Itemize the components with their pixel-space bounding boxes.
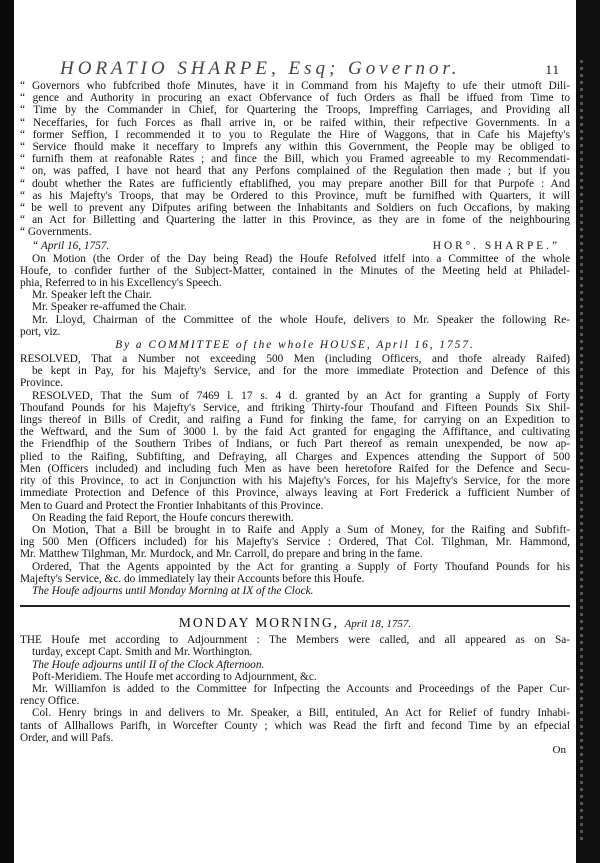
monday-date: April 18, 1757. [344,618,412,631]
text-line: the Weftward, and the Sum of 3000 l. by the faid Act granted for engaging the Affiftance, and cultivating [20,426,570,439]
resolved-2 [20,390,570,512]
page-number: 11 [545,62,560,77]
text-line: Mr. Matthew Tilghman, Mr. Murdock, and Mr. Carroll, do prepare and bring in the fame. [20,548,423,561]
text-line: “ doubt whether the Rates are fufficiently eftablifhed, you may prepare another Bill for that Purpofe : And [20,177,570,190]
text-line: On Motion (the Order of the Day being Read) the Houfe Refolved itfelf into a Committee of the whole [32,252,570,265]
text-line: “ former Seffion, I recommended it to you to Regulate the Hire of Waggons, that in Cafe his Majefty's [20,128,570,141]
text-line: “ Neceffaries, for fuch Forces as fhall arrive in, or be raifed within, their refpective Governments. In a [20,116,570,129]
text-line: “ Governments. [20,226,92,239]
text-line: Mr. Williamfon is added to the Committee for Infpecting the Accounts and Proceedings of the Paper Cur- [32,682,570,695]
text-line: RESOLVED, That a Number not exceeding 500 Men (including Officers, and thofe already Raifed) [20,353,570,366]
scan-border-left [0,0,14,863]
text-line: Order, and will Pafs. [20,731,114,744]
text-line: THE Houfe met according to Adjournment : The Members were called, and all appeared as on Sa- [20,634,570,647]
text-line: “ be well to prevent any Difputes arifing between the Inhabitants and Soldiers on fuch Occafions, by making [20,202,570,215]
text-line: the Friendfhip of the Southern Tribes of Indians, or fuch Part thereof as remain unexpended, be now ap- [20,438,570,451]
lloyd-paragraph [20,314,570,338]
text-line: “ Governors who fubfcribed thofe Minutes, have it in Command from his Majefty to ufe their utmoft Dili- [20,80,570,92]
signature-line [20,239,570,253]
header-title: HORATIO SHARPE, Esq; Governor. [60,58,461,79]
text-line: “ on, was paffed, I have not heard that any Perfons complained of the Regulation then made ; but if you [20,165,570,178]
text-line: immediate Protection and Defence of this Province, always leaving at Fort Frederick a fufficient Number of [20,487,570,500]
bill-motion [20,524,570,561]
running-header [20,58,570,80]
text-line: Men to Guard and Protect the Frontier Inhabitants of this Province. [20,499,324,512]
text-line: “ Time by the Commander in Chief, for Quartering the Troops, Impreffing Carriages, and Providing all [20,104,570,117]
text-line: ing 500 Men (Officers included) for his Majefty's Service : Ordered, That Col. Tilghman, Mr. Hammond, [20,536,570,549]
text-line: “ furnifh them at reafonable Rates ; and fince the Bill, which you Framed agreeable to my Recommendati- [20,153,570,166]
speaker-resumed: Mr. Speaker re-affumed the Chair. [32,301,187,314]
text-line: phia, Referred to in his Excellency's Speech. [20,277,222,290]
text-line: Men (Officers included) and including fuch Men as have been heretofore Raifed for the Defence and Secu- [20,462,570,475]
text-line: be kept in Pay, for his Majefty's Service, and for the more immediate Protection and Defence of this [32,365,570,378]
reading-line: On Reading the faid Report, the Houfe concurs therewith. [32,511,294,524]
text-line: Ordered, That the Agents appointed by the Act for granting a Supply of Forty Thoufand Pounds for his [32,560,570,573]
speech-paragraph [20,80,570,239]
text-line: Mr. Lloyd, Chairman of the Committee of the whole Houfe, delivers to Mr. Speaker the following Re- [32,313,570,326]
text-line: RESOLVED, That the Sum of 7469 l. 17 s. 4 d. granted by an Act for granting a Supply of Forty [32,389,570,402]
motion-paragraph [20,253,570,290]
text-line: rity of this Province, to act in Conjunction with his Majefty's Forces, for his Majefty's Service, for the more [20,475,570,488]
ordered-paragraph [20,561,570,585]
text-line: Houfe, to confider further of the Subject-Matter, contained in the Minutes of the Meeting held at Philadel- [20,264,570,277]
text-line: “ as his Majefty's Troops, that may be Ordered to this Province, muft be furnifhed with Quarters, it will [20,189,570,202]
text-line: Majefty's Service, &c. do immediately lay their Accounts before this Houfe. [20,572,365,585]
text-line: “ Service fhould make it neceffary to Imprefs any within this Government, the People may be obliged to [20,141,570,154]
scan-border-right [576,0,600,863]
document-page [20,58,570,756]
text-line: “ gence and Authority in procuring an exact Obfervance of fuch Orders as fhall be iffued from Time to [20,92,570,105]
text-line: “ an Act for Billetting and Quartering the latter in this Province, as they are in fome of the neighbouring [20,214,570,227]
text-line: Province. [20,377,63,390]
text-line: Col. Henry brings in and delivers to Mr. Speaker, a Bill, entituled, An Act for Relief of fundry Inhabi- [32,707,570,720]
williamson-paragraph [20,683,570,707]
text-line: turday, except Capt. Smith and Mr. Worthington. [32,646,253,659]
henry-paragraph [20,707,570,744]
text-line: On Motion, That a Bill be brought in to Raife and Apply a Sum of Money, for the Raifing and Subfift- [32,523,570,536]
text-line: lings thereof in Bills of Credit, and raifing a Fund for finking the fame, for carrying on an Expedition to [20,414,570,427]
adjourn-line-2: The Houfe adjourns until II of the Clock Afternoon. [32,658,265,671]
committee-heading: By a COMMITTEE of the whole HOUSE, April 16, 1757. [115,339,475,352]
text-line: rency Office. [20,695,80,708]
post-meridiem: Poft-Meridiem. The Houfe met according to Adjournment, &c. [32,670,317,683]
signature-date: “ April 16, 1757. [32,239,110,252]
monday-title: MONDAY MORNING, [178,615,340,631]
monday-heading [20,613,570,634]
text-line: plied to the Raifing, Subfifting, and Defraying, all Charges and Expences attending the Support of 500 [20,450,570,463]
catchword: On [552,743,566,756]
text-line: port, viz. [20,325,61,338]
speaker-left: Mr. Speaker left the Chair. [32,289,152,302]
resolved-1 [20,353,570,390]
signature-name: HOR°. SHARPE.” [432,239,560,252]
section-divider [20,605,570,607]
adjourn-line: The Houfe adjourns until Monday Morning at IX of the Clock. [32,584,314,597]
text-line: Thoufand Pounds for his Majefty's Service, and ftriking Thirty-four Thoufand and Fifteen Pounds Six Shil- [20,401,570,414]
text-line: tants of Allhallows Parifh, in Worcefter County ; which was Read the firft and fecond Time by an efpecial [20,719,570,732]
met-paragraph [20,634,570,658]
